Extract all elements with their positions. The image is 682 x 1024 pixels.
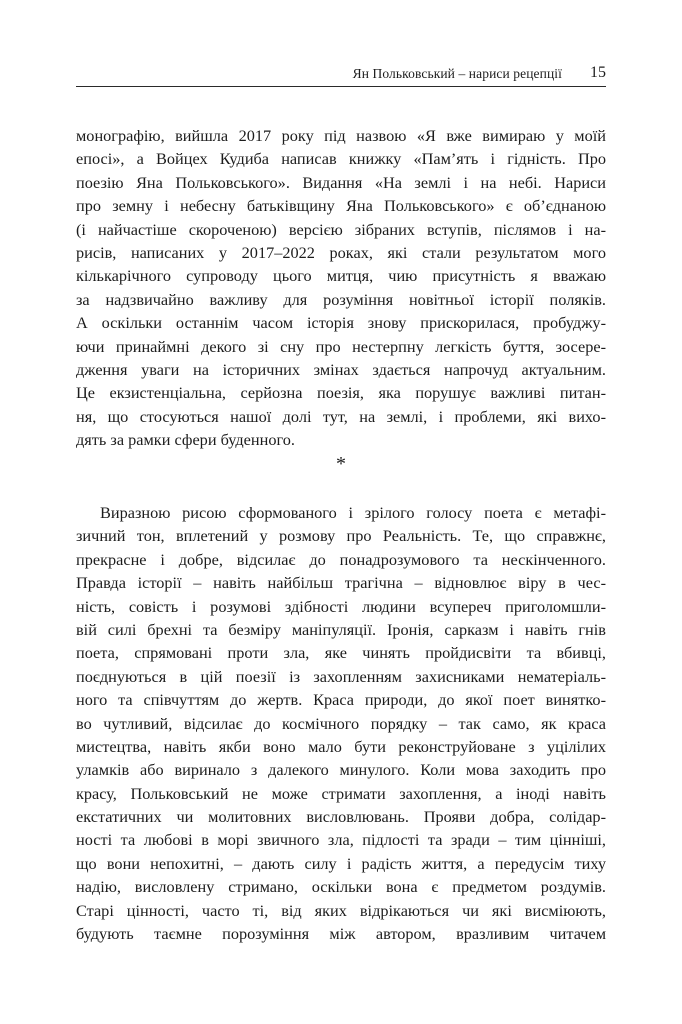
text-line: монографію, вийшла 2017 року під назвою «Я вже вимираю у моїй	[76, 126, 606, 145]
text-line: Виразною рисою сформованого і зрілого голосу поета є метафі-	[100, 503, 606, 522]
text-line: за надзвичайно важливу для розуміння новітньої історії поляків.	[76, 289, 606, 309]
paragraph-1	[76, 124, 606, 451]
running-title: Ян Польковський – нариси рецепції	[352, 66, 562, 81]
text-line: ність, совість і розумові здібності людини всупереч приголомшли-	[76, 596, 606, 616]
text-line: ності та любові в морі звичного зла, підлості та зради – тим цінніші,	[76, 830, 606, 850]
text-line: екстатичних чи молитовних висловлювань. Прояви добра, солідар-	[76, 807, 606, 827]
running-header	[76, 64, 606, 87]
text-line: що вони непохитні, – дають силу і радість життя, а передусім тиху	[76, 853, 606, 873]
text-line: вій силі брехні та безміру маніпуляції. Іронія, сарказм і навіть гнів	[76, 619, 606, 639]
paragraph-2	[76, 501, 606, 945]
text-line: рисів, написаних у 2017–2022 роках, які стали результатом мого	[76, 242, 606, 262]
text-line: ного та співчуттям до жертв. Краса природи, до якої поет винятко-	[76, 690, 606, 710]
text-line: будують таємне порозуміння між автором, вразливим читачем	[76, 924, 606, 944]
page-number: 15	[590, 64, 606, 81]
text-line: дження уваги на історичних змінах здається напрочуд актуальним.	[76, 359, 606, 379]
text-line: дять за рамки сфери буденного.	[76, 430, 295, 450]
text-line: ня, що стосуються нашої долі тут, на землі, і проблеми, які вихо-	[76, 406, 606, 426]
text-line: мистецтва, навіть якби воно мало бути реконструйоване з уцілілих	[76, 736, 606, 756]
text-line: надію, висловлену стримано, оскільки вона є предметом роздумів.	[76, 877, 606, 897]
text-line: поета, спрямовані проти зла, яке чинять пройдисвіти та вбивці,	[76, 643, 606, 663]
section-separator: *	[336, 453, 346, 475]
text-line: уламків або виринало з далекого минулого. Коли мова заходить про	[76, 760, 606, 780]
text-line: про земну і небесну батьківщину Яна Польковського» є об’єднаною	[76, 196, 606, 216]
text-line: (і найчастіше скороченою) версією зібраних вступів, післямов і на-	[76, 219, 606, 239]
text-line: зичний тон, вплетений у розмову про Реальність. Те, що справжнє,	[76, 526, 606, 546]
text-line: поезію Яна Польковського». Видання «На землі і на небі. Нариси	[76, 172, 606, 192]
text-line: прекрасне і добре, відсилає до понадрозумового та нескінченного.	[76, 549, 606, 569]
text-line: во чутливий, відсилає до космічного порядку – так само, як краса	[76, 713, 606, 733]
text-line: красу, Польковський не може стримати захоплення, а іноді навіть	[76, 783, 606, 803]
text-line: Правда історії – навіть найбільш трагічна – відновлює віру в чес-	[76, 573, 606, 593]
text-line: Це екзистенціальна, серйозна поезія, яка порушує важливі питан-	[76, 383, 606, 403]
text-line: кількарічного супроводу цього митця, чию присутність я вважаю	[76, 266, 606, 286]
text-line: Старі цінності, часто ті, від яких відрікаються чи які висміюють,	[76, 900, 606, 920]
text-line: епосі», а Войцех Кудиба написав книжку «Пам’ять і гідність. Про	[76, 149, 606, 169]
text-line: поєднуються в цій поезії із захопленням захисниками нематеріаль-	[76, 666, 606, 686]
text-line: ючи принаймні декого зі сну про нестерпну легкість буття, зосере-	[76, 336, 606, 356]
text-line: А оскільки останнім часом історія знову прискорилася, пробуджу-	[76, 313, 606, 333]
